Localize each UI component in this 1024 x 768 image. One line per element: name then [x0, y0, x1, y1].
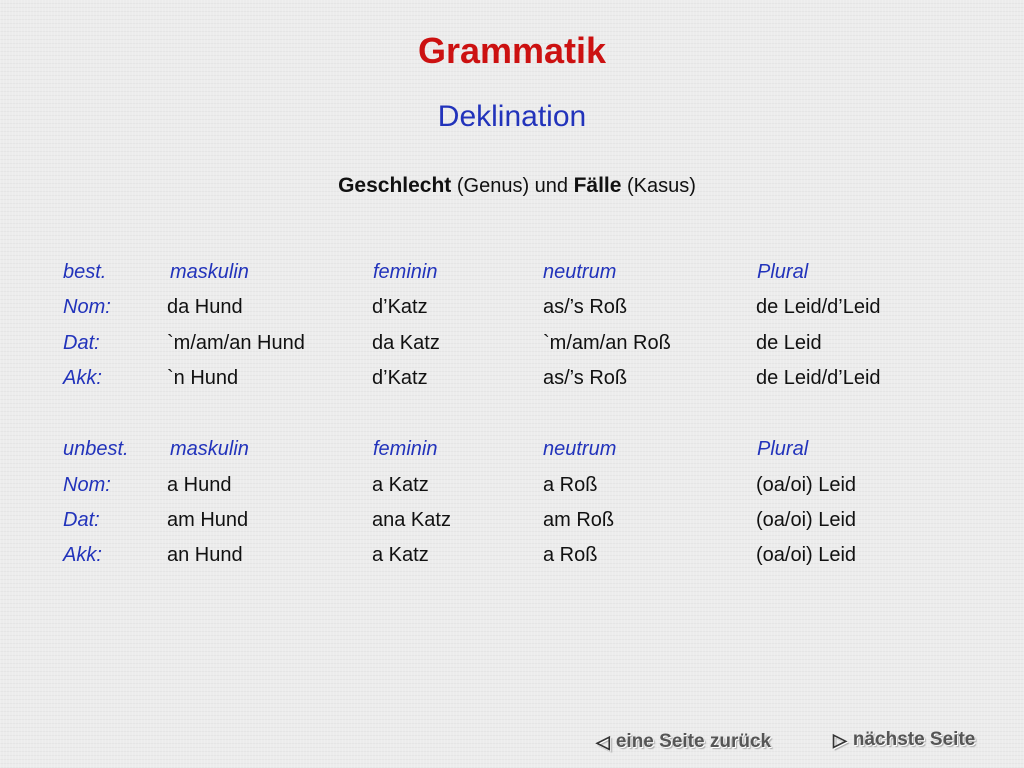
- table-cell: am Hund: [167, 509, 249, 531]
- heading-geschlecht: Geschlecht: [338, 174, 452, 197]
- table-cell: `m/am/an Hund: [167, 332, 305, 354]
- table-header-cell: feminin: [373, 438, 438, 460]
- case-label: Akk:: [63, 544, 102, 566]
- table-cell: de Leid/d’Leid: [756, 367, 881, 389]
- heading-kasus: (Kasus): [621, 175, 696, 197]
- table-cell: (oa/oi) Leid: [756, 544, 857, 566]
- previous-page-button[interactable]: [596, 731, 771, 753]
- table-header-cell: Plural: [757, 261, 809, 283]
- triangle-right-icon: ▷: [833, 729, 847, 750]
- table-cell: a Katz: [372, 544, 429, 566]
- table-cell: am Roß: [543, 509, 615, 531]
- next-page-label: nächste Seite: [852, 729, 976, 750]
- table-cell: d’Katz: [372, 296, 428, 318]
- triangle-left-icon: ◁: [596, 731, 610, 752]
- table-cell: da Katz: [372, 332, 440, 354]
- table-header-cell: maskulin: [170, 438, 249, 460]
- case-label: Akk:: [63, 367, 102, 389]
- table-cell: de Leid: [756, 332, 822, 354]
- table-header-cell: best.: [63, 261, 107, 283]
- table-cell: ana Katz: [372, 509, 451, 531]
- case-label: Nom:: [63, 296, 111, 318]
- table-cell: a Katz: [372, 474, 429, 496]
- table-cell: (oa/oi) Leid: [756, 474, 857, 496]
- table-header-cell: neutrum: [543, 438, 617, 460]
- next-page-button[interactable]: [833, 729, 975, 751]
- page-title: Grammatik: [417, 30, 607, 71]
- table-cell: an Hund: [167, 544, 243, 566]
- table-cell: as/’s Roß: [543, 367, 628, 389]
- case-label: Dat:: [63, 509, 100, 531]
- table-cell: da Hund: [167, 296, 243, 318]
- previous-page-label: eine Seite zurück: [615, 731, 772, 752]
- table-cell: `n Hund: [167, 367, 239, 389]
- page-subtitle: Deklination: [437, 100, 587, 133]
- case-label: Dat:: [63, 332, 100, 354]
- table-header-cell: neutrum: [543, 261, 617, 283]
- table-header-cell: unbest.: [63, 438, 129, 460]
- table-cell: a Roß: [543, 544, 598, 566]
- table-cell: as/’s Roß: [543, 296, 628, 318]
- table-cell: `m/am/an Roß: [543, 332, 671, 354]
- table-cell: d’Katz: [372, 367, 428, 389]
- table-cell: a Hund: [167, 474, 232, 496]
- heading-genus: (Genus) und: [451, 175, 574, 197]
- case-label: Nom:: [63, 474, 111, 496]
- table-cell: de Leid/d’Leid: [756, 296, 881, 318]
- table-header-cell: maskulin: [170, 261, 249, 283]
- table-header-cell: feminin: [373, 261, 438, 283]
- section-heading: [0, 174, 1024, 198]
- table-cell: (oa/oi) Leid: [756, 509, 857, 531]
- heading-faelle: Fälle: [573, 174, 622, 197]
- table-header-cell: Plural: [757, 438, 809, 460]
- table-cell: a Roß: [543, 474, 598, 496]
